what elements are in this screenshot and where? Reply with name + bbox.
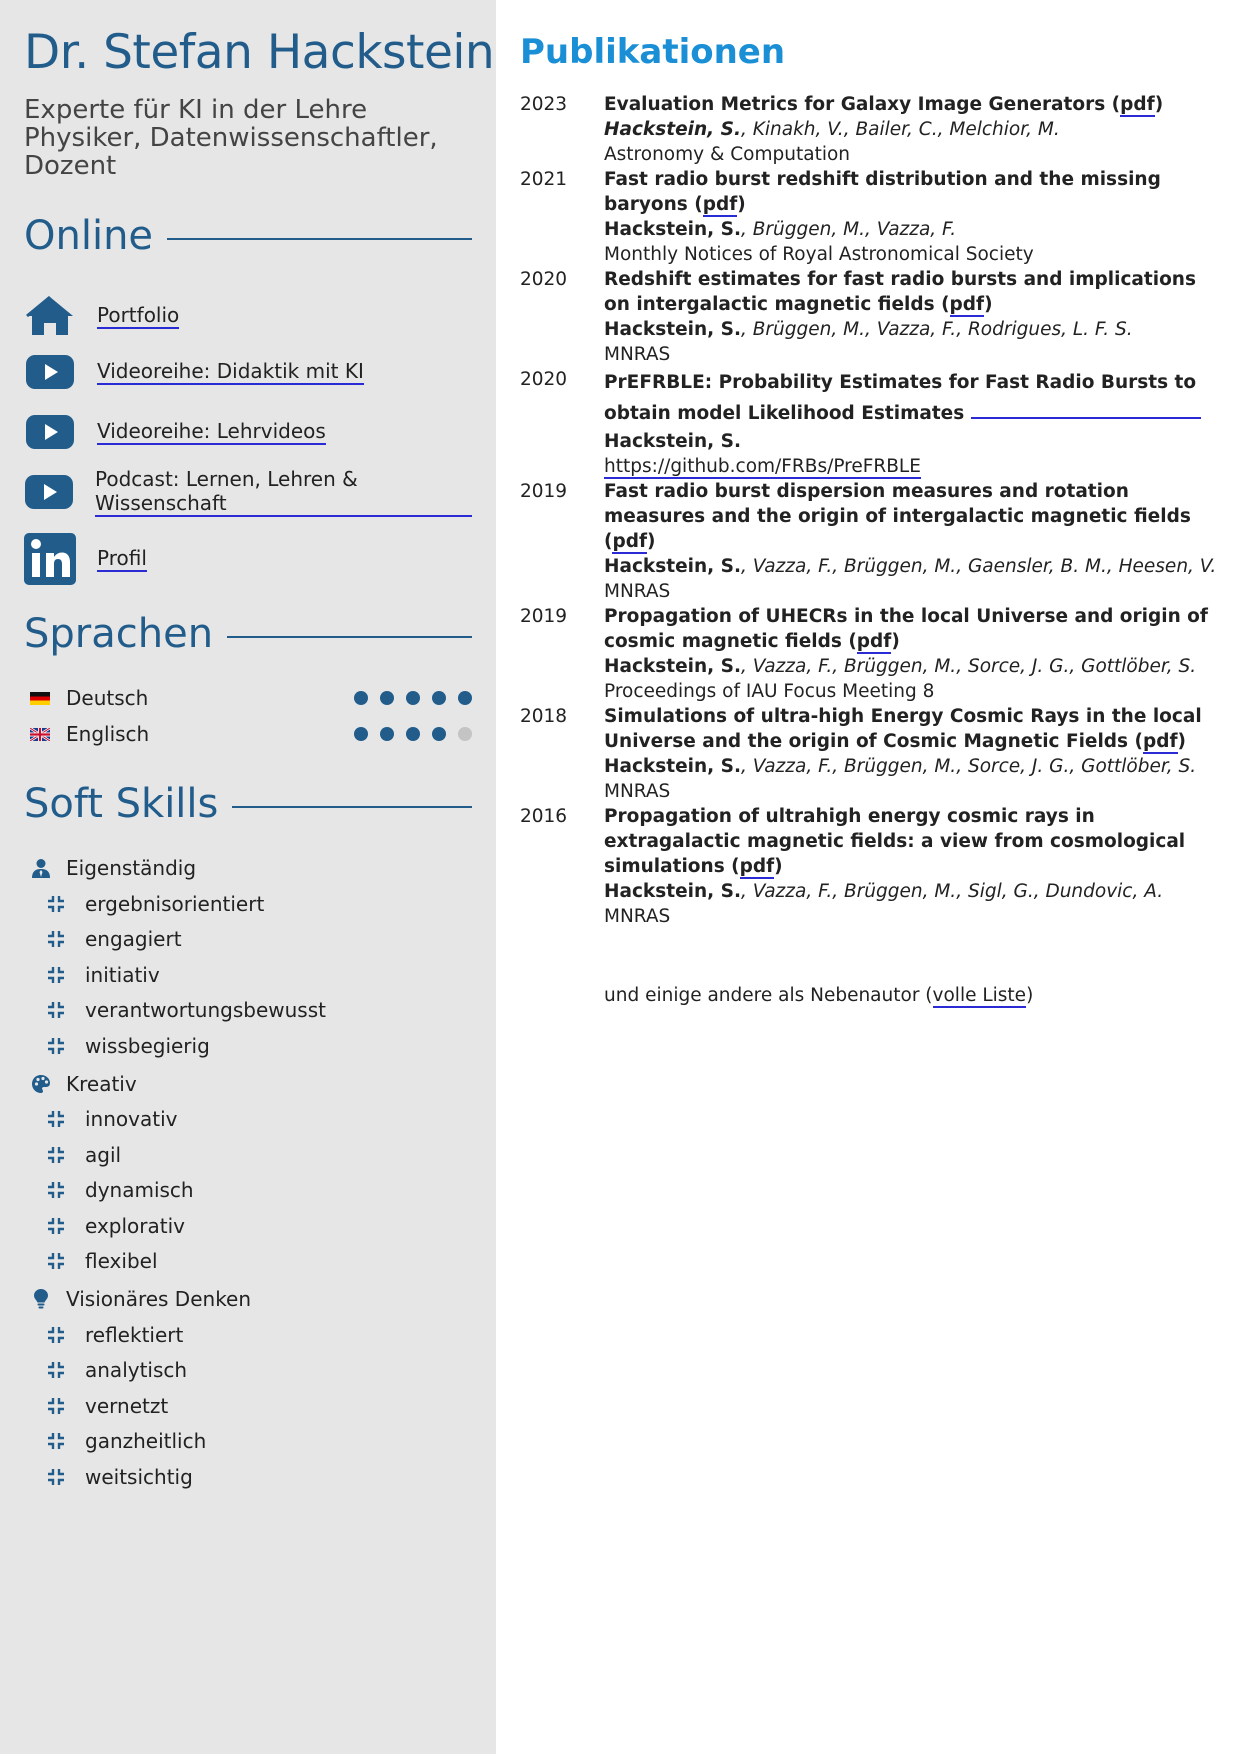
- online-item-podcast: [24, 464, 472, 520]
- compress-icon: [47, 1001, 69, 1019]
- skill-item: [24, 1459, 472, 1495]
- self-author: Hackstein, S.: [604, 219, 741, 240]
- coauthors: , Vazza, F., Brüggen, M., Gaensler, B. M., Heesen, V.: [740, 556, 1217, 577]
- language-name: Deutsch: [66, 686, 149, 710]
- compress-icon: [47, 1361, 69, 1379]
- level-dot: [458, 691, 472, 705]
- skill-item-label: innovativ: [85, 1107, 178, 1132]
- skill-group-name: Visionäres Denken: [66, 1287, 252, 1311]
- publication-title-end: ): [737, 194, 746, 215]
- coauthors: , Kinakh, V., Bailer, C., Melchior, M.: [740, 119, 1060, 140]
- publication-entry: [520, 604, 1219, 704]
- level-dot: [380, 727, 394, 741]
- skill-item: [24, 1388, 472, 1424]
- skill-item: [24, 922, 472, 958]
- skill-item: [24, 1208, 472, 1244]
- publication-entry: [520, 92, 1219, 167]
- publication-authors: [604, 117, 1219, 142]
- publication-entry: [520, 804, 1219, 929]
- skill-group: [24, 850, 472, 886]
- skill-item-label: explorativ: [85, 1213, 185, 1238]
- publication-entry: [520, 704, 1219, 804]
- skill-item: [24, 1244, 472, 1280]
- coauthors: , Brüggen, M., Vazza, F.: [740, 219, 957, 240]
- section-divider: [167, 238, 472, 240]
- person-name: Dr. Stefan Hackstein: [24, 25, 495, 80]
- skill-item: [24, 993, 472, 1029]
- coauthors: , Vazza, F., Brüggen, M., Sorce, J. G., Gottlöber, S.: [740, 656, 1197, 677]
- coauthors: , Vazza, F., Brüggen, M., Sorce, J. G., Gottlöber, S.: [740, 756, 1197, 777]
- subtitle-line: Physiker, Datenwissenschaftler,: [24, 123, 438, 153]
- publication-title: Propagation of UHECRs in the local Universe and origin of cosmic magnetic fields (: [604, 606, 1208, 652]
- online-heading: Online: [24, 213, 154, 259]
- pdf-link[interactable]: pdf: [1120, 94, 1155, 115]
- publication-entry: [520, 367, 1219, 479]
- publication-entry: [520, 267, 1219, 367]
- publication-title-line: [604, 479, 1219, 554]
- softskills-list: [24, 850, 472, 1495]
- publication-journal: MNRAS: [604, 906, 671, 927]
- compress-icon: [47, 1110, 69, 1128]
- self-author: Hackstein, S.: [604, 756, 741, 777]
- section-divider: [227, 636, 472, 638]
- compress-icon: [47, 1432, 69, 1450]
- language-row-deutsch: [24, 680, 472, 716]
- online-item-portfolio: [24, 288, 472, 344]
- publication-authors: [604, 754, 1219, 779]
- publication-year: 2019: [520, 481, 568, 502]
- publication-title-end: ): [891, 631, 900, 652]
- publication-authors: [604, 879, 1219, 904]
- pdf-link[interactable]: pdf: [1142, 731, 1178, 752]
- publication-authors: [604, 317, 1219, 342]
- online-item-lehrvideos: [24, 404, 472, 460]
- youtube-icon: [24, 354, 76, 390]
- section-divider: [232, 806, 472, 808]
- skill-item-label: reflektiert: [85, 1322, 184, 1347]
- pdf-link[interactable]: pdf: [739, 856, 775, 877]
- publication-year: 2020: [520, 269, 568, 290]
- publication-entry: [520, 167, 1219, 267]
- publication-title-line: [604, 92, 1219, 117]
- linkedin-icon: [24, 533, 76, 585]
- skill-item: [24, 1137, 472, 1173]
- publication-entry: [520, 479, 1219, 604]
- uk-flag-icon: [30, 728, 50, 741]
- skill-item-label: analytisch: [85, 1358, 188, 1383]
- publication-body: [604, 604, 1219, 704]
- skill-item: [24, 886, 472, 922]
- compress-icon: [47, 1037, 69, 1055]
- publication-body: [604, 92, 1219, 167]
- empty-link[interactable]: [971, 403, 1201, 419]
- pdf-link[interactable]: pdf: [856, 631, 892, 652]
- online-section-header: [24, 212, 472, 260]
- publication-title: Evaluation Metrics for Galaxy Image Generators (: [604, 94, 1121, 115]
- skill-item: [24, 1353, 472, 1389]
- languages-list: [24, 680, 472, 752]
- skill-item-label: verantwortungsbewusst: [85, 998, 326, 1023]
- language-level: [354, 727, 472, 741]
- publication-title-end: ): [1177, 731, 1186, 752]
- publication-title-line: [604, 267, 1219, 317]
- portfolio-link[interactable]: Portfolio: [97, 303, 180, 327]
- publication-year: 2018: [520, 706, 568, 727]
- publication-authors: [604, 554, 1219, 579]
- languages-section-header: [24, 610, 472, 658]
- compress-icon: [47, 1397, 69, 1415]
- publication-year: 2021: [520, 169, 568, 190]
- lehrvideos-link[interactable]: Videoreihe: Lehrvideos: [97, 419, 326, 443]
- compress-icon: [47, 1181, 69, 1199]
- more-suffix: ): [1026, 985, 1034, 1006]
- publication-journal: Monthly Notices of Royal Astronomical Society: [604, 244, 1034, 265]
- podcast-link[interactable]: Podcast: Lernen, Lehren & Wissenschaft: [95, 467, 472, 517]
- self-author: Hackstein, S.: [604, 656, 741, 677]
- full-list-link[interactable]: volle Liste: [932, 985, 1027, 1006]
- languages-heading: Sprachen: [24, 611, 214, 657]
- skill-group: [24, 1066, 472, 1102]
- level-dot: [406, 727, 420, 741]
- german-flag-icon: [30, 692, 50, 705]
- subtitle-line: Experte für KI in der Lehre: [24, 95, 368, 125]
- skill-item: [24, 1173, 472, 1209]
- skill-item: [24, 1317, 472, 1353]
- publication-title: Fast radio burst dispersion measures and rotation measures and the origin of intergalactic magnetic fields (: [604, 481, 1191, 552]
- publication-title-line: [604, 704, 1219, 754]
- softskills-heading: Soft Skills: [24, 781, 219, 827]
- github-link[interactable]: https://github.com/FRBs/PreFRBLE: [604, 456, 921, 477]
- compress-icon: [47, 1217, 69, 1235]
- publication-body: [604, 479, 1219, 604]
- skill-item-label: wissbegierig: [85, 1033, 210, 1058]
- publication-title: Fast radio burst redshift distribution and the missing baryons (: [604, 169, 1161, 215]
- online-item-video-ki: [24, 344, 472, 400]
- level-dot: [354, 727, 368, 741]
- publications-list: [520, 92, 1219, 929]
- skill-item-label: initiativ: [85, 962, 160, 987]
- subtitle-line: Dozent: [24, 151, 117, 181]
- skill-item-label: agil: [85, 1142, 122, 1167]
- more-publications: [604, 985, 1219, 1006]
- skill-item-label: ergebnisorientiert: [85, 891, 265, 916]
- publication-year: 2020: [520, 369, 568, 390]
- publication-year: 2016: [520, 806, 568, 827]
- publication-body: [604, 704, 1219, 804]
- publication-authors: [604, 654, 1219, 679]
- pdf-link[interactable]: pdf: [949, 294, 985, 315]
- coauthors: , Brüggen, M., Vazza, F., Rodrigues, L. F. S.: [740, 319, 1133, 340]
- pdf-link[interactable]: pdf: [612, 531, 648, 552]
- publication-journal: Proceedings of IAU Focus Meeting 8: [604, 681, 935, 702]
- level-dot: [432, 727, 446, 741]
- skill-item-label: engagiert: [85, 927, 182, 952]
- skill-group-name: Eigenständig: [66, 856, 197, 880]
- coauthors: , Vazza, F., Brüggen, M., Sigl, G., Dundovic, A.: [740, 881, 1164, 902]
- online-list: [24, 288, 472, 590]
- publication-journal: Astronomy & Computation: [604, 144, 851, 165]
- publication-journal: MNRAS: [604, 344, 671, 365]
- youtube-icon: [24, 474, 74, 510]
- publication-authors: [604, 217, 1219, 242]
- level-dot: [380, 691, 394, 705]
- pdf-link[interactable]: pdf: [702, 194, 738, 215]
- publication-title-line: [604, 604, 1219, 654]
- compress-icon: [47, 1252, 69, 1270]
- publication-body: [604, 804, 1219, 929]
- skill-item-label: ganzheitlich: [85, 1429, 207, 1454]
- publication-title: PrEFRBLE: Probability Estimates for Fast Radio Bursts to obtain model Likelihood Estimates: [604, 372, 1197, 424]
- level-dot: [458, 727, 472, 741]
- more-prefix: und einige andere als Nebenautor (: [604, 985, 933, 1006]
- person-subtitle: [24, 96, 472, 180]
- publication-title-end: ): [774, 856, 783, 877]
- compress-icon: [47, 966, 69, 984]
- publication-body: [604, 167, 1219, 267]
- publication-journal: MNRAS: [604, 581, 671, 602]
- level-dot: [432, 691, 446, 705]
- publication-body: [604, 267, 1219, 367]
- compress-icon: [47, 895, 69, 913]
- skill-item: [24, 957, 472, 993]
- self-author: Hackstein, S.: [604, 319, 741, 340]
- language-name: Englisch: [66, 722, 150, 746]
- linkedin-profile-link[interactable]: Profil: [97, 546, 147, 570]
- online-item-linkedin: [24, 528, 472, 590]
- publication-title-line: [604, 367, 1219, 429]
- publications-heading: Publikationen: [520, 32, 786, 72]
- self-author: Hackstein, S.: [604, 881, 741, 902]
- publication-title-end: ): [647, 531, 656, 552]
- skill-item-label: flexibel: [85, 1249, 158, 1274]
- skill-group-name: Kreativ: [66, 1071, 137, 1096]
- sidebar: [0, 0, 496, 1754]
- skill-group: [24, 1281, 472, 1317]
- self-author: Hackstein, S.: [604, 556, 741, 577]
- skill-item: [24, 1102, 472, 1138]
- publication-title-end: ): [984, 294, 993, 315]
- publication-year: 2019: [520, 606, 568, 627]
- level-dot: [406, 691, 420, 705]
- skill-item: [24, 1424, 472, 1460]
- home-icon: [24, 295, 76, 337]
- skill-item-label: weitsichtig: [85, 1464, 193, 1489]
- compress-icon: [47, 1326, 69, 1344]
- softskills-section-header: [24, 780, 472, 828]
- self-author: Hackstein, S.: [604, 119, 741, 140]
- publication-title-end: ): [1154, 94, 1164, 115]
- publication-title-line: [604, 167, 1219, 217]
- video-ki-link[interactable]: Videoreihe: Didaktik mit KI: [97, 359, 364, 383]
- skill-item-label: vernetzt: [85, 1393, 169, 1418]
- lightbulb-icon: [30, 1288, 52, 1310]
- self-author: Hackstein, S.: [604, 431, 741, 452]
- publication-title-line: [604, 804, 1219, 879]
- language-row-englisch: [24, 716, 472, 752]
- level-dot: [354, 691, 368, 705]
- publication-title: Redshift estimates for fast radio bursts and implications on intergalactic magnetic fields (: [604, 269, 1196, 315]
- skill-item-label: dynamisch: [85, 1178, 194, 1203]
- publication-authors: [604, 429, 1219, 454]
- compress-icon: [47, 1468, 69, 1486]
- compress-icon: [47, 930, 69, 948]
- main-content: [496, 0, 1241, 1754]
- publication-title: Propagation of ultrahigh energy cosmic rays in extragalactic magnetic fields: a view from cosmological simulations (: [604, 806, 1186, 877]
- youtube-icon: [24, 414, 76, 450]
- publication-body: [604, 367, 1219, 479]
- skill-item: [24, 1028, 472, 1064]
- user-tie-icon: [30, 858, 52, 878]
- compress-icon: [47, 1146, 69, 1164]
- publication-title: Simulations of ultra-high Energy Cosmic Rays in the local Universe and the origin of Cosmic Magnetic Fields (: [604, 706, 1202, 752]
- publication-year: 2023: [520, 94, 568, 115]
- language-level: [354, 691, 472, 705]
- palette-icon: [30, 1074, 52, 1094]
- publication-journal: MNRAS: [604, 781, 671, 802]
